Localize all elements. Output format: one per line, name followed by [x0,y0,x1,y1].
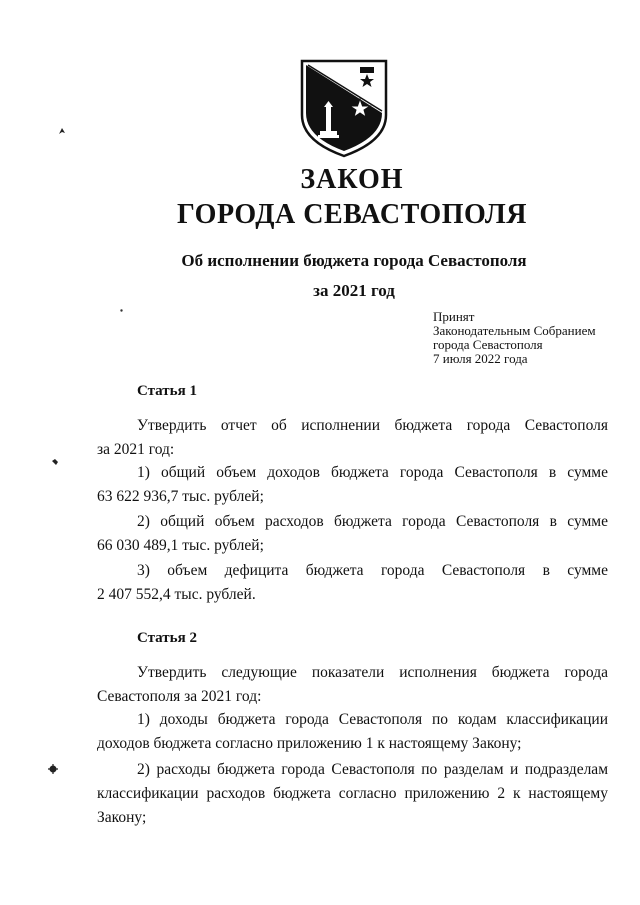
paragraph-line: доходов бюджета согласно приложению 1 к настоящему Закону; [97,735,522,752]
scan-speck-icon [58,127,66,135]
paragraph-line: Утвердить следующие показатели исполнения бюджета города [137,664,608,681]
article-2-item-2 [97,758,608,830]
adoption-note [433,310,596,366]
scan-speck-icon [120,309,123,312]
paragraph-line: 2 407 552,4 тыс. рублей. [97,586,256,603]
scan-speck-icon [48,764,58,774]
adoption-line: Законодательным Собранием [433,323,596,338]
paragraph-line: 2) расходы бюджета города Севастополя по разделам и подразделам [137,761,608,778]
article-1-item-1 [97,461,608,509]
article-1-heading: Статья 1 [137,383,197,399]
paragraph-line: Утвердить отчет об исполнении бюджета города Севастополя [137,417,608,434]
article-2-item-1 [97,708,608,756]
paragraph-line: 1) общий объем доходов бюджета города Севастополя в сумме [137,464,608,481]
paragraph-line: 3) объем дефицита бюджета города Севастополя в сумме [137,562,608,579]
paragraph-line: классификации расходов бюджета согласно приложению 2 к настоящему [97,785,608,802]
paragraph-line: 2) общий объем расходов бюджета города Севастополя в сумме [137,513,608,530]
paragraph-line: 1) доходы бюджета города Севастополя по кодам классификации [137,711,608,728]
paragraph-line: 63 622 936,7 тыс. рублей; [97,488,264,505]
article-1-item-2 [97,510,608,558]
adoption-line: города Севастополя [433,337,543,352]
scan-speck-icon [51,458,59,466]
article-1-intro [97,414,608,462]
paragraph-line: 66 030 489,1 тыс. рублей; [97,537,264,554]
paragraph-line: Закону; [97,809,147,826]
paragraph-line: Севастополя за 2021 год: [97,688,262,705]
paragraph-line: за 2021 год: [97,441,175,458]
article-2-intro [97,661,608,709]
document-type-heading: ЗАКОН [300,164,404,195]
sevastopol-coat-of-arms-icon [298,55,390,158]
article-2-heading: Статья 2 [137,630,197,646]
adoption-line: Принят [433,309,475,324]
adoption-date: 7 июля 2022 года [433,351,528,366]
law-title-line1: Об исполнении бюджета города Севастополя [181,251,527,270]
law-title-line2: за 2021 год [313,281,395,300]
document-issuer-heading: ГОРОДА СЕВАСТОПОЛЯ [177,199,527,230]
article-1-item-3 [97,559,608,607]
